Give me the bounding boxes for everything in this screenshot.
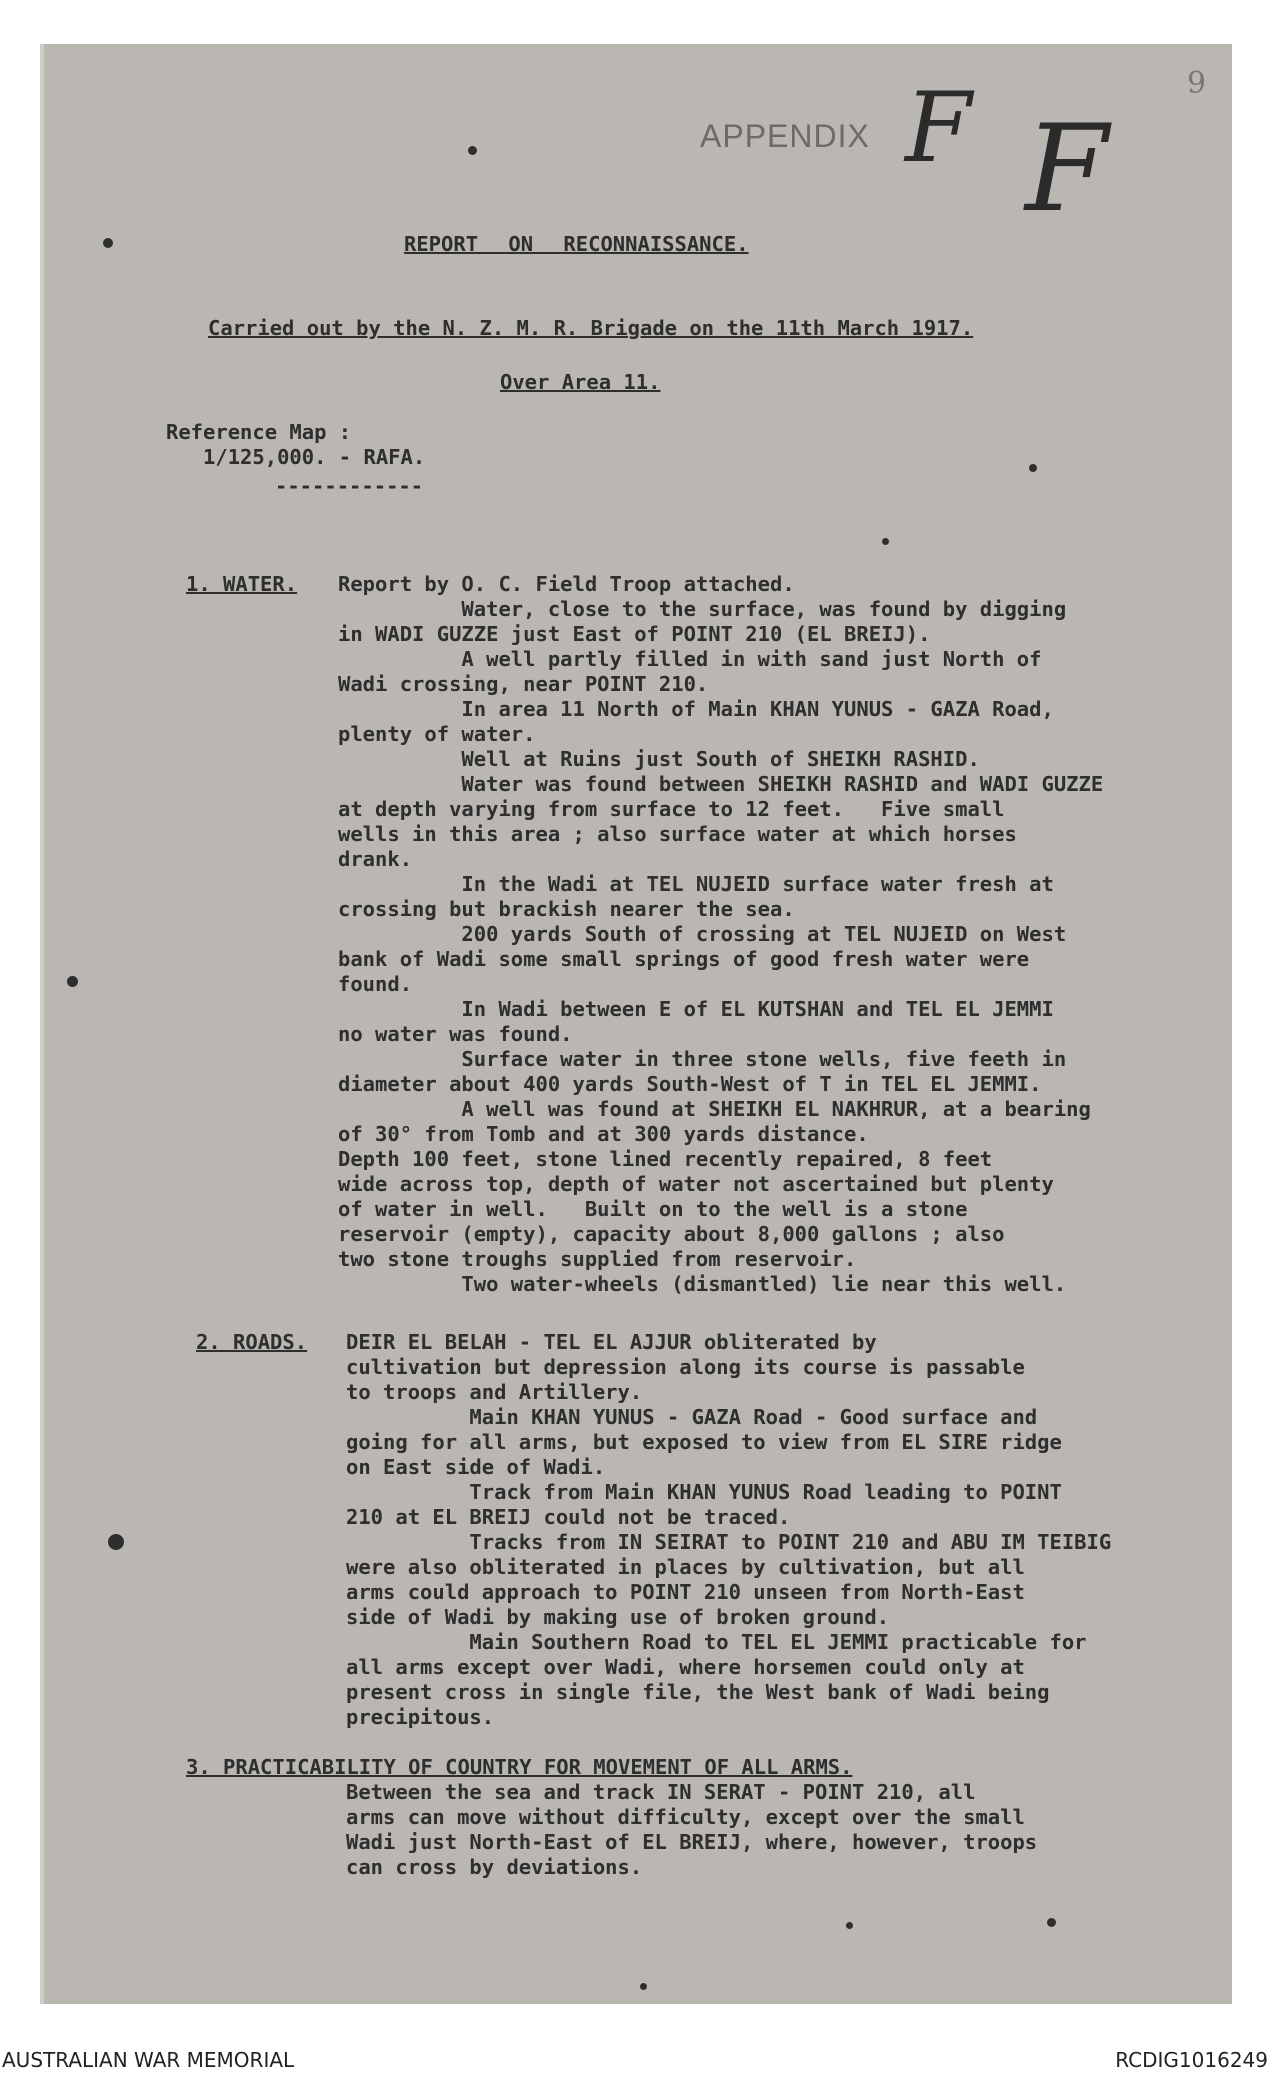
report-title: REPORT ON RECONNAISSANCE. bbox=[404, 232, 749, 256]
section-body-roads: DEIR EL BELAH - TEL EL AJJUR obliterated by cultivation but depression along its course is passable to troops and Artillery. Main KHAN YUNUS - GAZA Road - Good surface and going for all arms, but exposed to view from EL SIRE ridge on East side of Wadi. Track from Main KHAN YUNUS Road leading to POINT 210 at EL BREIJ could not be traced. Tracks from IN SEIRAT to POINT 210 and ABU IM TEIBIG were also obliterated in places by cultivation, but all arms could approach to POINT 210 unseen from North-East side of Wadi by making use of broken ground. Main Southern Road to TEL EL JEMMI practicable for all arms except over Wadi, where horsemen could only at present cross in single file, the West bank of Wadi being precipitous. bbox=[346, 1330, 1112, 1729]
report-area: Over Area 11. bbox=[500, 370, 661, 394]
ink-dot bbox=[1047, 1918, 1056, 1927]
handwritten-mark: F bbox=[905, 72, 972, 184]
handwritten-mark-large: F bbox=[1025, 100, 1109, 239]
ink-dot bbox=[882, 538, 889, 545]
appendix-stamp: APPENDIX bbox=[700, 118, 870, 154]
ink-dot bbox=[67, 976, 78, 987]
page-number: 9 bbox=[1187, 66, 1207, 101]
ink-dot bbox=[846, 1922, 853, 1929]
report-subtitle: Carried out by the N. Z. M. R. Brigade on the 11th March 1917. bbox=[208, 316, 974, 340]
section-body-water: Report by O. C. Field Troop attached. Water, close to the surface, was found by digging in WADI GUZZE just East of POINT 210 (EL BREIJ). A well partly filled in with sand just North of Wadi crossing, near POINT 210. In area 11 North of Main KHAN YUNUS - GAZA Road, plenty of water. Well at Ruins just South of SHEIKH RASHID. Water was found between SHEIKH RASHID and WADI GUZZE at depth varying from surface to 12 feet. Five small wells in this area ; also surface water at which horses drank. In the Wadi at TEL NUJEID surface water fresh at crossing but brackish nearer the sea. 200 yards South of crossing at TEL NUJEID on West bank of Wadi some small springs of good fresh water were found. In Wadi between E of EL KUTSHAN and TEL EL JEMMI no water was found. Surface water in three stone wells, five feeth in diameter about 400 yards South-West of T in TEL EL JEMMI. A well was found at SHEIKH EL NAKHRUR, at a bearing of 30° from Tomb and at 300 yards distance. Depth 100 feet, stone lined recently repaired, 8 feet wide across top, depth of water not ascertained but plenty of water in well. Built on to the well is a stone reservoir (empty), capacity about 8,000 gallons ; also two stone troughs supplied from reservoir. Two water-wheels (dismantled) lie near this well. bbox=[338, 572, 1104, 1296]
footer-record-id: RCDIG1016249 bbox=[1115, 2048, 1268, 2072]
ink-dot bbox=[108, 1534, 124, 1550]
section-heading-practicability: 3. PRACTICABILITY OF COUNTRY FOR MOVEMENT OF ALL ARMS. bbox=[186, 1755, 853, 1779]
reference-map: Reference Map : 1/125,000. - RAFA. bbox=[166, 420, 426, 469]
section-body-practicability: Between the sea and track IN SERAT - POINT 210, all arms can move without difficulty, except over the small Wadi just North-East of EL BREIJ, where, however, troops can cross by deviations. bbox=[346, 1780, 1038, 1879]
separator-line: ------------ bbox=[275, 474, 424, 498]
section-heading-roads: 2. ROADS. bbox=[196, 1330, 308, 1354]
ink-dot bbox=[1029, 464, 1037, 472]
section-heading-water: 1. WATER. bbox=[186, 572, 298, 596]
ink-dot bbox=[640, 1983, 647, 1990]
ink-dot bbox=[103, 238, 113, 248]
footer-institution: AUSTRALIAN WAR MEMORIAL bbox=[2, 2048, 295, 2072]
ink-dot bbox=[468, 146, 477, 155]
